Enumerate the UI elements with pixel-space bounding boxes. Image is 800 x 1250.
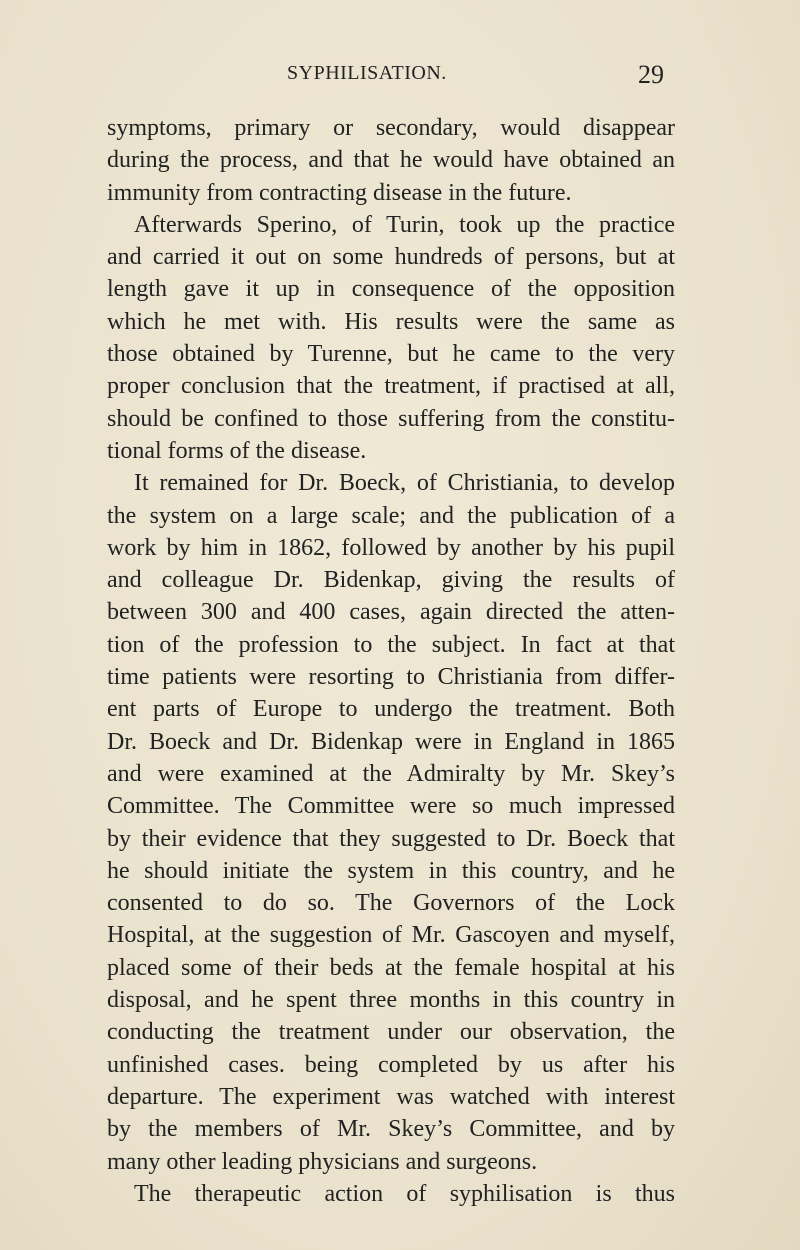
text-line: which he met with. His results were the same as (107, 308, 675, 335)
text-line: The therapeutic action of syphilisation is thus (134, 1180, 675, 1207)
text-line: Hospital, at the suggestion of Mr. Gascoyen and myself, (107, 922, 675, 949)
text-line: should be confined to those suffering from the constitu- (107, 405, 675, 432)
text-line: many other leading physicians and surgeons. (107, 1148, 538, 1175)
text-line: between 300 and 400 cases, again directed the atten- (107, 599, 675, 626)
text-line: and colleague Dr. Bidenkap, giving the results of (107, 567, 675, 594)
text-line: consented to do so. The Governors of the Lock (107, 890, 675, 917)
text-line: Afterwards Sperino, of Turin, took up the practice (134, 211, 675, 238)
text-line: by their evidence that they suggested to Dr. Boeck that (107, 825, 675, 852)
text-line: Committee. The Committee were so much impressed (107, 793, 675, 820)
text-line: work by him in 1862, followed by another by his pupil (107, 534, 675, 561)
text-line: departure. The experiment was watched with interest (107, 1083, 675, 1110)
text-line: tional forms of the disease. (107, 437, 367, 464)
text-line: It remained for Dr. Boeck, of Christiania, to develop (134, 470, 675, 497)
text-line: he should initiate the system in this country, and he (107, 857, 675, 884)
text-line: and carried it out on some hundreds of persons, but at (107, 244, 675, 271)
text-line: disposal, and he spent three months in this country in (107, 987, 675, 1014)
text-line: and were examined at the Admiralty by Mr. Skey’s (107, 760, 675, 787)
text-line: during the process, and that he would have obtained an (107, 147, 675, 174)
text-line: Dr. Boeck and Dr. Bidenkap were in England in 1865 (107, 728, 675, 755)
text-line: placed some of their beds at the female hospital at his (107, 954, 675, 981)
text-line: immunity from contracting disease in the future. (107, 179, 572, 206)
text-line: those obtained by Turenne, but he came to the very (107, 341, 675, 368)
text-line: proper conclusion that the treatment, if practised at all, (107, 373, 675, 400)
text-line: by the members of Mr. Skey’s Committee, and by (107, 1116, 675, 1143)
text-line: time patients were resorting to Christiania from differ- (107, 664, 675, 691)
body-text (107, 112, 675, 1210)
page-number: 29 (638, 60, 664, 89)
text-line: the system on a large scale; and the publication of a (107, 502, 675, 529)
text-line: ent parts of Europe to undergo the treatment. Both (107, 696, 675, 723)
running-title: SYPHILISATION. (287, 62, 447, 84)
text-line: conducting the treatment under our observation, the (107, 1019, 675, 1046)
text-line: tion of the profession to the subject. In fact at that (107, 631, 675, 658)
text-line: symptoms, primary or secondary, would disappear (107, 115, 675, 141)
text-line: unfinished cases. being completed by us after his (107, 1051, 675, 1078)
text-line: length gave it up in consequence of the opposition (107, 276, 675, 303)
